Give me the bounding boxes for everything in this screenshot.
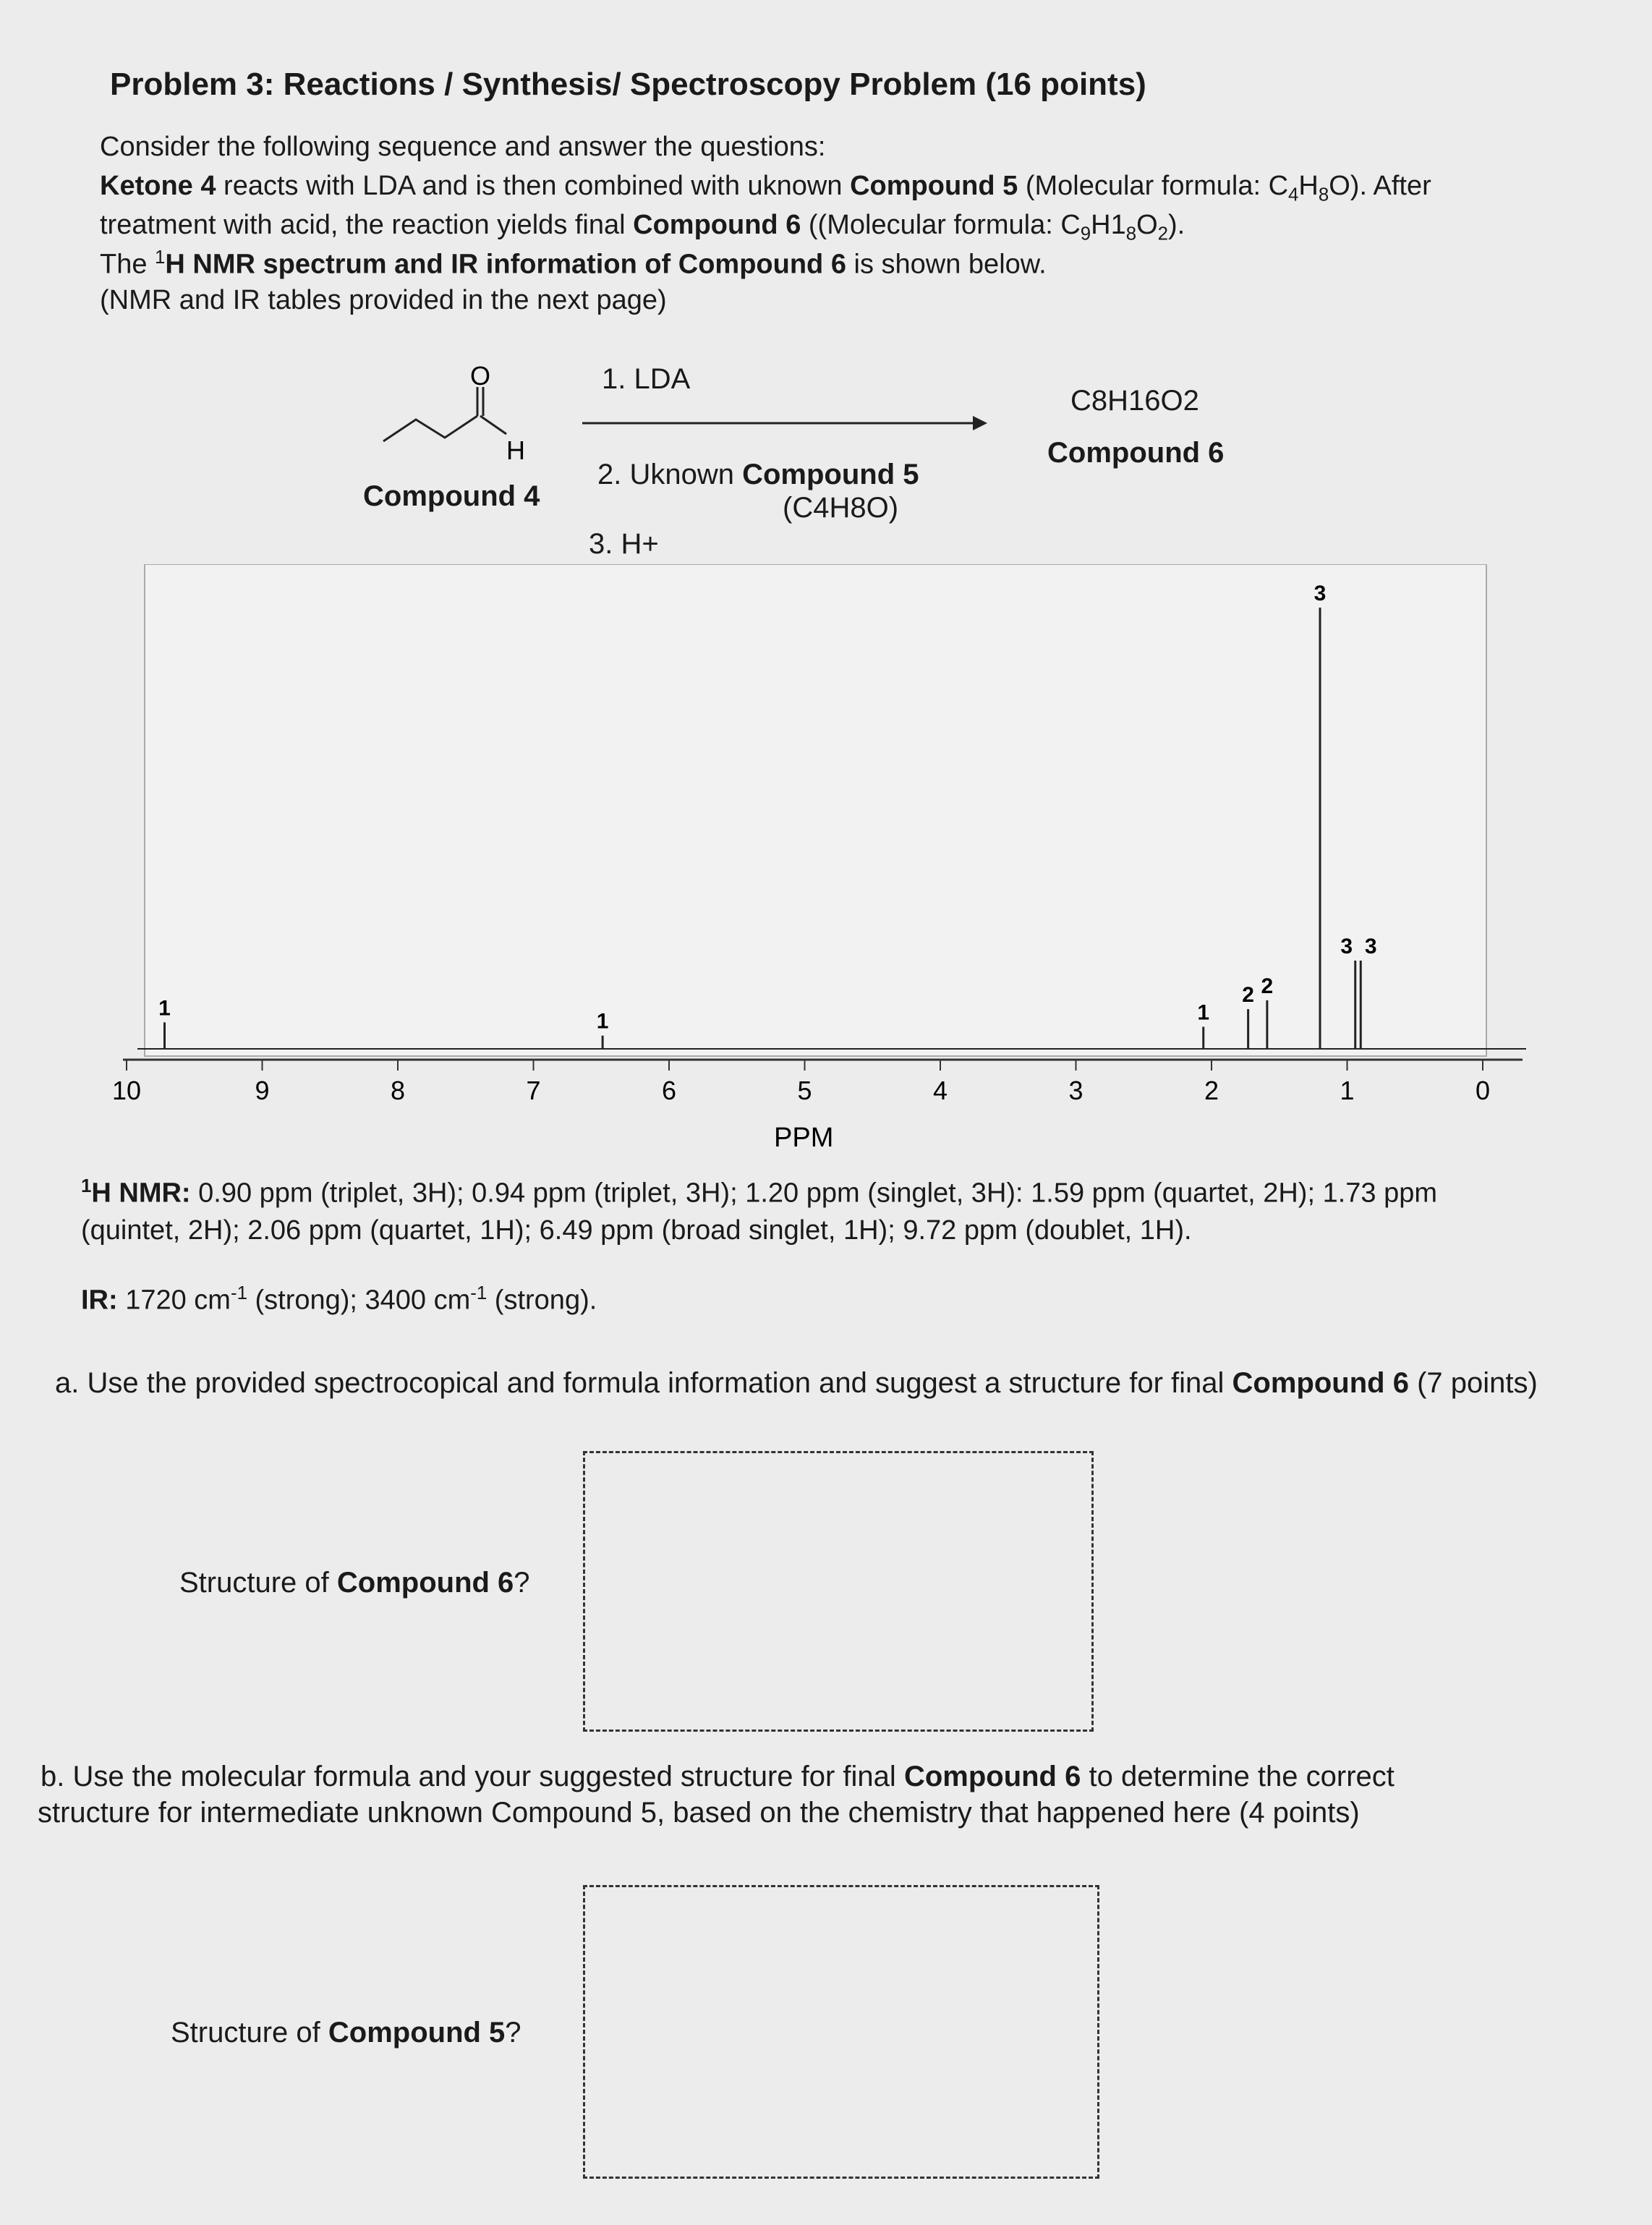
reaction-arrow: [579, 412, 991, 434]
compound-6-box-label: [179, 1567, 530, 1599]
peak-integration-label: 3: [1364, 935, 1377, 958]
text-span: b. Use the molecular formula and your suggested structure for final: [41, 1761, 904, 1792]
x-tick-label: 10: [111, 1076, 142, 1105]
question-a: [55, 1367, 1538, 1400]
compound-4-structure: [362, 362, 550, 470]
text-span: Structure of: [179, 1567, 337, 1599]
step-2: [597, 459, 919, 491]
text-span: (strong); 3400 cm: [247, 1285, 471, 1316]
compound-6-label: Compound 6: [1047, 437, 1225, 469]
compound-5-ref: Compound 5: [742, 459, 919, 490]
x-tick-label: 2: [1204, 1076, 1219, 1105]
product-formula: C8H16O2: [1070, 385, 1199, 417]
text-span: The: [100, 249, 156, 280]
oxygen-label: O: [470, 362, 491, 391]
text-span: ).: [1168, 210, 1185, 240]
text-span: (7 points): [1408, 1367, 1538, 1399]
nmr-superscript: 1: [81, 1176, 92, 1196]
x-tick-label: 4: [932, 1076, 948, 1105]
text-span: 1720 cm: [117, 1285, 231, 1316]
ketone-4-ref: Ketone 4: [100, 171, 216, 201]
x-axis-label: PPM: [774, 1123, 834, 1153]
compound-5-box-label: [171, 2017, 521, 2049]
x-tick-label: 6: [661, 1076, 677, 1105]
text-span: H1: [1091, 210, 1126, 240]
compound-5-answer-box[interactable]: [583, 1885, 1099, 2179]
peak-integration-label: 3: [1313, 582, 1327, 605]
hydrogen-label: H: [506, 435, 525, 465]
text-span: Compound 6: [336, 1567, 514, 1599]
peak-integration-label: 2: [1242, 983, 1254, 1008]
question-b-line-1: [41, 1761, 1395, 1793]
text-span: a. Use the provided spectrocopical and formula information and suggest a structure for final: [55, 1367, 1232, 1399]
text-span: 0.90 ppm (triplet, 3H); 0.94 ppm (triplet, 3H); 1.20 ppm (singlet, 3H): 1.59 ppm (quartet, 2H); 1.73 ppm: [190, 1178, 1438, 1209]
step-2-formula: (C4H8O): [783, 492, 899, 524]
intro-line: Consider the following sequence and answer the questions:: [100, 132, 826, 162]
text-span: O). After: [1329, 171, 1431, 201]
step-3: 3. H+: [589, 528, 659, 560]
x-tick-label: 8: [390, 1076, 406, 1105]
peak-integration-label: 1: [158, 996, 171, 1021]
ir-data: [81, 1283, 597, 1316]
text-span: Structure of: [171, 2017, 328, 2049]
nmr-data-line-2: (quintet, 2H); 2.06 ppm (quartet, 1H); 6.49 ppm (broad singlet, 1H); 9.72 ppm (doublet, 1H).: [81, 1215, 1192, 1246]
text-span: ?: [514, 1567, 530, 1599]
sequence-line-3: The $^1$H NMR spectrum and IR information of Compound 6 is shown below.: [100, 247, 1047, 280]
nmr-label: H NMR:: [91, 1178, 191, 1209]
x-tick-label: 3: [1068, 1076, 1083, 1105]
problem-title: Problem 3: Reactions / Synthesis/ Spectroscopy Problem (16 points): [110, 67, 1146, 102]
text-span: (Molecular formula: C: [1018, 171, 1289, 201]
x-tick-label: 9: [255, 1076, 270, 1105]
text-span: ?: [505, 2017, 521, 2049]
text-span: (strong).: [487, 1285, 597, 1316]
text-span: H: [1298, 171, 1319, 201]
text-span: to determine the correct: [1081, 1761, 1395, 1792]
nmr-spectrum: [108, 564, 1555, 1165]
nmr-ref: H NMR spectrum and IR information of Compound 6: [165, 249, 846, 280]
text-span: Compound 5: [328, 2017, 506, 2049]
text-span: -1: [470, 1283, 487, 1303]
peak-integration-label: 3: [1340, 935, 1353, 958]
sequence-line-1: Ketone 4 reacts with LDA and is then combined with uknown Compound 5 (Molecular formula: $C_4H_8O$). After: [100, 171, 1431, 205]
step-1: 1. LDA: [602, 363, 691, 395]
x-tick-label: 5: [797, 1076, 812, 1105]
compound-6-answer-box[interactable]: [583, 1451, 1094, 1732]
plot-frame: [145, 564, 1486, 1056]
text-span: treatment with acid, the reaction yields final: [100, 210, 634, 240]
text-span: ((Molecular formula: C: [801, 210, 1081, 240]
tables-note: (NMR and IR tables provided in the next page): [100, 285, 667, 315]
text-span: O: [1136, 210, 1158, 240]
peak-integration-label: 1: [596, 1009, 609, 1034]
question-b-line-2: structure for intermediate unknown Compound 5, based on the chemistry that happened here (4 points): [38, 1797, 1360, 1829]
x-tick-label: 7: [526, 1076, 541, 1105]
peak-integration-label: 1: [1197, 1000, 1210, 1025]
text-span: is shown below.: [846, 249, 1047, 280]
compound-5-ref: Compound 5: [850, 171, 1018, 201]
peak-integration-label: 2: [1261, 974, 1274, 998]
x-tick-label: 1: [1340, 1076, 1355, 1105]
ir-label: IR:: [81, 1285, 118, 1316]
text-span: reacts with LDA and is then combined with uknown: [216, 171, 851, 201]
text-span: -1: [230, 1283, 247, 1303]
text-span: 2. Uknown: [597, 459, 743, 490]
nmr-data-line-1: [81, 1176, 1437, 1209]
compound-6-ref: Compound 6: [1232, 1367, 1409, 1399]
compound-4-label: Compound 4: [363, 480, 540, 512]
compound-6-ref: Compound 6: [903, 1761, 1081, 1792]
sequence-line-2: treatment with acid, the reaction yields final Compound 6 ((Molecular formula: $C_9H1_8O_2$).: [100, 210, 1185, 244]
compound-6-ref: Compound 6: [633, 210, 801, 240]
x-tick-label: 0: [1475, 1076, 1491, 1105]
